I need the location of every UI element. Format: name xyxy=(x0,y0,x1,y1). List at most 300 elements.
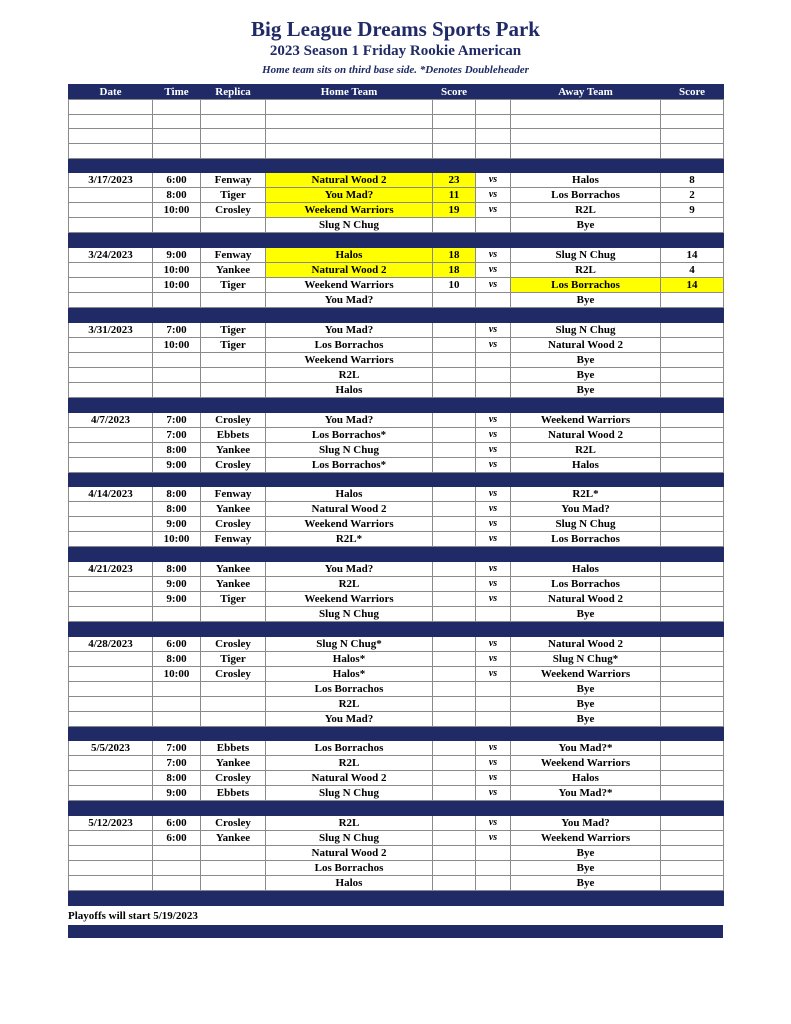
time-cell: 6:00 xyxy=(153,815,201,830)
away-cell xyxy=(511,114,661,129)
away-cell: Bye xyxy=(511,382,661,397)
vs-cell: vs xyxy=(476,173,511,188)
home-score-cell xyxy=(433,830,476,845)
away-cell: You Mad? xyxy=(511,502,661,517)
away-cell: R2L xyxy=(511,263,661,278)
replica-cell: Tiger xyxy=(201,337,266,352)
home-cell: Los Borrachos xyxy=(266,337,433,352)
away-cell: Bye xyxy=(511,845,661,860)
game-row xyxy=(69,337,724,352)
date-cell xyxy=(69,203,153,218)
vs-cell xyxy=(476,606,511,621)
home-cell: You Mad? xyxy=(266,188,433,203)
home-score-cell xyxy=(433,427,476,442)
home-cell: Weekend Warriors xyxy=(266,203,433,218)
vs-cell: vs xyxy=(476,442,511,457)
away-score-cell xyxy=(661,412,724,427)
away-score-cell: 14 xyxy=(661,278,724,293)
home-cell: Natural Wood 2 xyxy=(266,173,433,188)
date-cell xyxy=(69,786,153,801)
away-cell xyxy=(511,100,661,115)
time-cell: 8:00 xyxy=(153,502,201,517)
game-row xyxy=(69,218,724,233)
home-score-cell xyxy=(433,606,476,621)
home-score-cell xyxy=(433,786,476,801)
home-cell: Slug N Chug xyxy=(266,218,433,233)
replica-cell: Crosley xyxy=(201,771,266,786)
column-header: Away Team xyxy=(511,85,661,100)
game-row xyxy=(69,442,724,457)
away-score-cell xyxy=(661,711,724,726)
away-score-cell: 8 xyxy=(661,173,724,188)
separator-bar xyxy=(69,890,724,905)
separator-row xyxy=(69,308,724,323)
vs-cell xyxy=(476,696,511,711)
replica-cell: Tiger xyxy=(201,651,266,666)
time-cell: 9:00 xyxy=(153,248,201,263)
away-score-cell xyxy=(661,591,724,606)
date-cell: 3/24/2023 xyxy=(69,248,153,263)
away-cell: Weekend Warriors xyxy=(511,412,661,427)
home-cell: Weekend Warriors xyxy=(266,517,433,532)
vs-cell: vs xyxy=(476,576,511,591)
date-cell xyxy=(69,696,153,711)
home-cell: Natural Wood 2 xyxy=(266,845,433,860)
replica-cell xyxy=(201,114,266,129)
separator-bar xyxy=(69,233,724,248)
vs-cell: vs xyxy=(476,815,511,830)
replica-cell: Ebbets xyxy=(201,427,266,442)
away-cell: Natural Wood 2 xyxy=(511,427,661,442)
vs-cell xyxy=(476,352,511,367)
date-cell xyxy=(69,188,153,203)
away-score-cell xyxy=(661,756,724,771)
home-cell: Natural Wood 2 xyxy=(266,771,433,786)
vs-cell: vs xyxy=(476,741,511,756)
vs-cell: vs xyxy=(476,487,511,502)
replica-cell: Crosley xyxy=(201,636,266,651)
time-cell: 10:00 xyxy=(153,263,201,278)
date-cell xyxy=(69,144,153,159)
vs-cell xyxy=(476,875,511,890)
date-cell xyxy=(69,457,153,472)
time-cell: 9:00 xyxy=(153,786,201,801)
away-cell: Bye xyxy=(511,696,661,711)
home-score-cell xyxy=(433,382,476,397)
home-score-cell xyxy=(433,487,476,502)
replica-cell: Fenway xyxy=(201,173,266,188)
date-cell xyxy=(69,442,153,457)
home-cell: R2L* xyxy=(266,532,433,547)
home-score-cell xyxy=(433,845,476,860)
away-score-cell xyxy=(661,741,724,756)
separator-bar xyxy=(69,726,724,741)
home-score-cell: 19 xyxy=(433,203,476,218)
vs-cell: vs xyxy=(476,651,511,666)
home-score-cell xyxy=(433,741,476,756)
away-score-cell xyxy=(661,457,724,472)
away-score-cell xyxy=(661,293,724,308)
replica-cell xyxy=(201,218,266,233)
home-cell: Weekend Warriors xyxy=(266,278,433,293)
away-cell: Halos xyxy=(511,561,661,576)
game-row xyxy=(69,771,724,786)
separator-bar xyxy=(69,397,724,412)
game-row xyxy=(69,173,724,188)
game-row xyxy=(69,487,724,502)
game-row xyxy=(69,576,724,591)
date-cell xyxy=(69,263,153,278)
vs-cell: vs xyxy=(476,561,511,576)
date-cell xyxy=(69,830,153,845)
game-row xyxy=(69,786,724,801)
time-cell: 10:00 xyxy=(153,337,201,352)
replica-cell: Yankee xyxy=(201,576,266,591)
date-cell xyxy=(69,352,153,367)
home-score-cell: 18 xyxy=(433,263,476,278)
date-cell xyxy=(69,293,153,308)
home-score-cell xyxy=(433,502,476,517)
vs-cell xyxy=(476,367,511,382)
vs-cell: vs xyxy=(476,337,511,352)
game-row xyxy=(69,741,724,756)
away-cell: Weekend Warriors xyxy=(511,756,661,771)
game-row xyxy=(69,681,724,696)
home-cell xyxy=(266,100,433,115)
date-cell xyxy=(69,651,153,666)
home-cell: You Mad? xyxy=(266,561,433,576)
time-cell xyxy=(153,681,201,696)
home-score-cell xyxy=(433,771,476,786)
home-score-cell xyxy=(433,576,476,591)
date-cell xyxy=(69,576,153,591)
date-cell xyxy=(69,367,153,382)
away-score-cell xyxy=(661,651,724,666)
home-cell: R2L xyxy=(266,696,433,711)
away-score-cell xyxy=(661,218,724,233)
empty-row xyxy=(69,129,724,144)
away-score-cell xyxy=(661,696,724,711)
away-score-cell xyxy=(661,666,724,681)
home-score-cell xyxy=(433,681,476,696)
home-cell: R2L xyxy=(266,576,433,591)
home-score-cell xyxy=(433,352,476,367)
vs-cell xyxy=(476,860,511,875)
bottom-bar xyxy=(68,925,723,938)
home-cell: Los Borrachos* xyxy=(266,457,433,472)
replica-cell: Crosley xyxy=(201,815,266,830)
away-cell: Bye xyxy=(511,367,661,382)
time-cell xyxy=(153,696,201,711)
time-cell: 9:00 xyxy=(153,591,201,606)
home-score-cell: 18 xyxy=(433,248,476,263)
schedule-table-body xyxy=(69,100,724,906)
replica-cell: Tiger xyxy=(201,278,266,293)
home-score-cell xyxy=(433,218,476,233)
replica-cell: Yankee xyxy=(201,442,266,457)
home-cell: Los Borrachos* xyxy=(266,427,433,442)
home-cell: R2L xyxy=(266,815,433,830)
date-cell xyxy=(69,100,153,115)
replica-cell xyxy=(201,352,266,367)
separator-bar xyxy=(69,801,724,816)
vs-cell: vs xyxy=(476,263,511,278)
page-title: Big League Dreams Sports Park xyxy=(251,17,540,41)
separator-row xyxy=(69,726,724,741)
home-cell: Halos xyxy=(266,875,433,890)
date-cell xyxy=(69,606,153,621)
date-cell xyxy=(69,517,153,532)
away-score-cell xyxy=(661,129,724,144)
away-cell: R2L xyxy=(511,442,661,457)
replica-cell: Tiger xyxy=(201,188,266,203)
away-score-cell xyxy=(661,606,724,621)
time-cell: 10:00 xyxy=(153,532,201,547)
away-cell: Los Borrachos xyxy=(511,278,661,293)
date-cell xyxy=(69,845,153,860)
home-score-cell xyxy=(433,100,476,115)
home-cell: R2L xyxy=(266,756,433,771)
home-score-cell xyxy=(433,875,476,890)
empty-row xyxy=(69,144,724,159)
home-cell: Weekend Warriors xyxy=(266,591,433,606)
replica-cell xyxy=(201,875,266,890)
game-row xyxy=(69,696,724,711)
away-cell: Los Borrachos xyxy=(511,188,661,203)
replica-cell xyxy=(201,845,266,860)
column-header: Score xyxy=(433,85,476,100)
time-cell xyxy=(153,860,201,875)
date-cell xyxy=(69,427,153,442)
vs-cell: vs xyxy=(476,830,511,845)
time-cell: 9:00 xyxy=(153,457,201,472)
home-score-cell xyxy=(433,756,476,771)
date-cell: 4/7/2023 xyxy=(69,412,153,427)
away-cell: You Mad?* xyxy=(511,741,661,756)
vs-cell xyxy=(476,845,511,860)
time-cell: 8:00 xyxy=(153,651,201,666)
away-score-cell xyxy=(661,114,724,129)
home-cell: R2L xyxy=(266,367,433,382)
away-score-cell: 9 xyxy=(661,203,724,218)
replica-cell xyxy=(201,681,266,696)
away-score-cell: 14 xyxy=(661,248,724,263)
document-header xyxy=(0,0,791,77)
away-cell: Slug N Chug xyxy=(511,322,661,337)
home-cell: Los Borrachos xyxy=(266,860,433,875)
away-cell: Natural Wood 2 xyxy=(511,591,661,606)
away-cell: Natural Wood 2 xyxy=(511,337,661,352)
game-row xyxy=(69,278,724,293)
vs-cell: vs xyxy=(476,636,511,651)
home-score-cell xyxy=(433,129,476,144)
date-cell xyxy=(69,382,153,397)
time-cell: 7:00 xyxy=(153,322,201,337)
away-cell: Bye xyxy=(511,293,661,308)
game-row xyxy=(69,188,724,203)
game-row xyxy=(69,711,724,726)
away-cell: Los Borrachos xyxy=(511,576,661,591)
vs-cell: vs xyxy=(476,591,511,606)
playoffs-note: Playoffs will start 5/19/2023 xyxy=(68,909,198,922)
replica-cell: Crosley xyxy=(201,666,266,681)
time-cell xyxy=(153,711,201,726)
home-score-cell xyxy=(433,666,476,681)
vs-cell xyxy=(476,144,511,159)
game-row xyxy=(69,412,724,427)
game-row xyxy=(69,860,724,875)
time-cell xyxy=(153,100,201,115)
time-cell: 8:00 xyxy=(153,561,201,576)
date-cell: 4/21/2023 xyxy=(69,561,153,576)
home-cell: Los Borrachos xyxy=(266,741,433,756)
replica-cell xyxy=(201,696,266,711)
separator-row xyxy=(69,547,724,562)
away-cell: Halos xyxy=(511,173,661,188)
time-cell: 9:00 xyxy=(153,576,201,591)
home-score-cell xyxy=(433,696,476,711)
replica-cell xyxy=(201,129,266,144)
date-cell xyxy=(69,666,153,681)
date-cell: 3/17/2023 xyxy=(69,173,153,188)
vs-cell: vs xyxy=(476,188,511,203)
date-cell xyxy=(69,711,153,726)
away-cell: Natural Wood 2 xyxy=(511,636,661,651)
home-cell: Slug N Chug* xyxy=(266,636,433,651)
away-cell: Los Borrachos xyxy=(511,532,661,547)
column-header: Date xyxy=(69,85,153,100)
away-score-cell xyxy=(661,681,724,696)
separator-row xyxy=(69,158,724,173)
replica-cell xyxy=(201,711,266,726)
home-cell: Weekend Warriors xyxy=(266,352,433,367)
vs-cell: vs xyxy=(476,412,511,427)
empty-row xyxy=(69,114,724,129)
away-score-cell xyxy=(661,502,724,517)
away-score-cell xyxy=(661,830,724,845)
home-score-cell xyxy=(433,144,476,159)
game-row xyxy=(69,591,724,606)
replica-cell xyxy=(201,144,266,159)
away-cell: Weekend Warriors xyxy=(511,830,661,845)
game-row xyxy=(69,382,724,397)
home-cell xyxy=(266,144,433,159)
replica-cell: Yankee xyxy=(201,830,266,845)
away-cell: Bye xyxy=(511,606,661,621)
separator-bar xyxy=(69,621,724,636)
home-cell: You Mad? xyxy=(266,711,433,726)
away-score-cell xyxy=(661,442,724,457)
separator-bar xyxy=(69,472,724,487)
home-cell: Halos xyxy=(266,382,433,397)
date-cell xyxy=(69,756,153,771)
away-cell: Halos xyxy=(511,771,661,786)
game-row xyxy=(69,517,724,532)
vs-cell: vs xyxy=(476,771,511,786)
home-score-cell xyxy=(433,293,476,308)
away-score-cell: 4 xyxy=(661,263,724,278)
away-score-cell xyxy=(661,487,724,502)
replica-cell: Fenway xyxy=(201,248,266,263)
date-cell: 4/28/2023 xyxy=(69,636,153,651)
away-cell: Bye xyxy=(511,875,661,890)
replica-cell: Crosley xyxy=(201,517,266,532)
separator-row xyxy=(69,233,724,248)
time-cell xyxy=(153,367,201,382)
time-cell: 8:00 xyxy=(153,442,201,457)
separator-bar xyxy=(69,308,724,323)
separator-row xyxy=(69,801,724,816)
game-row xyxy=(69,263,724,278)
home-cell: You Mad? xyxy=(266,412,433,427)
away-score-cell xyxy=(661,771,724,786)
game-row xyxy=(69,293,724,308)
vs-cell: vs xyxy=(476,666,511,681)
away-score-cell xyxy=(661,786,724,801)
game-row xyxy=(69,606,724,621)
time-cell: 10:00 xyxy=(153,203,201,218)
away-score-cell xyxy=(661,576,724,591)
game-row xyxy=(69,651,724,666)
game-row xyxy=(69,427,724,442)
away-score-cell xyxy=(661,367,724,382)
replica-cell: Tiger xyxy=(201,322,266,337)
game-row xyxy=(69,532,724,547)
time-cell xyxy=(153,144,201,159)
game-row xyxy=(69,666,724,681)
time-cell: 7:00 xyxy=(153,741,201,756)
home-score-cell xyxy=(433,815,476,830)
home-cell: Slug N Chug xyxy=(266,606,433,621)
replica-cell xyxy=(201,860,266,875)
separator-row xyxy=(69,472,724,487)
replica-cell: Crosley xyxy=(201,203,266,218)
away-score-cell xyxy=(661,352,724,367)
replica-cell: Yankee xyxy=(201,502,266,517)
away-score-cell xyxy=(661,100,724,115)
home-cell xyxy=(266,129,433,144)
vs-cell: vs xyxy=(476,532,511,547)
time-cell: 6:00 xyxy=(153,830,201,845)
schedule-table-head xyxy=(69,85,724,100)
home-score-cell xyxy=(433,114,476,129)
replica-cell xyxy=(201,367,266,382)
game-row xyxy=(69,502,724,517)
time-cell xyxy=(153,293,201,308)
away-cell: Bye xyxy=(511,218,661,233)
column-header: Home Team xyxy=(266,85,433,100)
vs-cell: vs xyxy=(476,322,511,337)
column-header-row xyxy=(69,85,724,100)
date-cell: 3/31/2023 xyxy=(69,322,153,337)
separator-row xyxy=(69,397,724,412)
replica-cell: Yankee xyxy=(201,561,266,576)
vs-cell: vs xyxy=(476,517,511,532)
vs-cell: vs xyxy=(476,427,511,442)
away-score-cell xyxy=(661,561,724,576)
away-cell: Slug N Chug xyxy=(511,517,661,532)
home-cell xyxy=(266,114,433,129)
home-cell: Slug N Chug xyxy=(266,786,433,801)
time-cell: 7:00 xyxy=(153,756,201,771)
game-row xyxy=(69,248,724,263)
vs-cell xyxy=(476,711,511,726)
separator-bar xyxy=(69,158,724,173)
date-cell: 4/14/2023 xyxy=(69,487,153,502)
vs-cell: vs xyxy=(476,502,511,517)
replica-cell: Crosley xyxy=(201,412,266,427)
date-cell xyxy=(69,114,153,129)
